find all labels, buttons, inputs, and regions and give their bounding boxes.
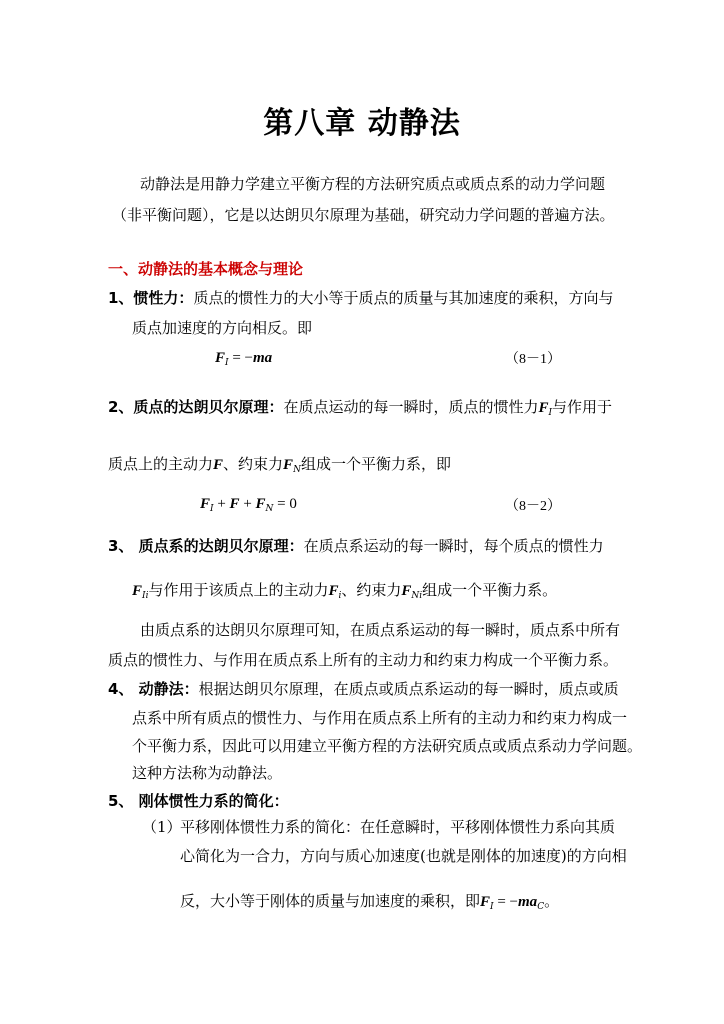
item-1-label: 1、惯性力： bbox=[108, 289, 194, 307]
item-4-line-2: 点系中所有质点的惯性力、与作用在质点系上所有的主动力和约束力构成一 bbox=[132, 709, 628, 727]
inline-subscript: i bbox=[338, 591, 342, 601]
inline-subscript: N bbox=[293, 465, 301, 475]
eq-symbol: F bbox=[200, 496, 211, 512]
eq-operator: = 0 bbox=[273, 496, 297, 512]
item-5-sub-1-number: （1） bbox=[142, 818, 182, 836]
equation-number-8-2: （8－2） bbox=[505, 499, 561, 514]
item-5-sub-1-line-1: 平移刚体惯性力系的简化：在任意瞬时，平移刚体惯性力系向其质 bbox=[180, 818, 616, 836]
eq-term: ma bbox=[518, 894, 538, 910]
item-4-line-1 bbox=[108, 678, 619, 699]
inline-symbol: F bbox=[213, 457, 224, 473]
equation-8-1 bbox=[215, 347, 272, 368]
item-3-text-b: 、约束力 bbox=[341, 581, 402, 599]
item-3-para-1: 由质点系的达朗贝尔原理可知，在质点系运动的每一瞬时，质点系中所有 bbox=[140, 621, 621, 639]
inline-symbol: F bbox=[328, 583, 339, 599]
eq-symbol: F bbox=[215, 350, 226, 366]
inline-symbol: F bbox=[401, 583, 412, 599]
inline-symbol: F bbox=[538, 400, 549, 416]
item-5-sub-1-line-2: 心简化为一合力，方向与质心加速度(也就是刚体的加速度)的方向相 bbox=[180, 847, 627, 865]
item-2-text-end: 与作用于 bbox=[552, 398, 613, 416]
item-2-line-2 bbox=[108, 453, 451, 475]
eq-operator: + bbox=[213, 496, 230, 512]
eq-operator: = − bbox=[228, 350, 253, 366]
item-5-label: 5、 刚体惯性力系的简化： bbox=[108, 792, 289, 810]
item-4-line-4: 这种方法称为动静法。 bbox=[132, 764, 283, 782]
intro-line-2: （非平衡问题），它是以达朗贝尔原理为基础，研究动力学问题的普遍方法。 bbox=[112, 206, 615, 224]
item-4-text: 根据达朗贝尔原理，在质点或质点系运动的每一瞬时，质点或质 bbox=[198, 680, 619, 698]
item-2-text: 在质点运动的每一瞬时，质点的惯性力 bbox=[283, 398, 539, 416]
equation-8-2 bbox=[200, 493, 297, 514]
eq-operator: + bbox=[239, 496, 256, 512]
eq-subscript: I bbox=[210, 504, 214, 514]
item-1-text: 质点的惯性力的大小等于质点的质量与其加速度的乘积，方向与 bbox=[193, 289, 614, 307]
item-1-line-2: 质点加速度的方向相反。即 bbox=[132, 319, 313, 337]
item-3-line-2 bbox=[132, 579, 557, 601]
eq-term: ma bbox=[253, 350, 273, 366]
eq-symbol: F bbox=[480, 894, 491, 910]
eq-end-punctuation: 。 bbox=[544, 892, 560, 910]
page-title: 第八章 动静法 bbox=[263, 106, 461, 141]
eq-subscript: N bbox=[265, 504, 274, 514]
item-2-label: 2、质点的达朗贝尔原理： bbox=[108, 398, 284, 416]
section-heading: 一、动静法的基本概念与理论 bbox=[108, 260, 304, 278]
item-5-sub-1-line-3 bbox=[180, 890, 559, 912]
inline-symbol: F bbox=[283, 457, 294, 473]
item-3-text-a: 与作用于该质点上的主动力 bbox=[148, 581, 329, 599]
item-5-text: 反，大小等于刚体的质量与加速度的乘积，即 bbox=[180, 892, 481, 910]
item-2-line-1 bbox=[108, 396, 612, 418]
inline-subscript: Ii bbox=[142, 591, 149, 601]
item-2-text-a: 质点上的主动力 bbox=[108, 455, 214, 473]
intro-line-1: 动静法是用静力学建立平衡方程的方法研究质点或质点系的动力学问题 bbox=[140, 175, 606, 193]
item-4-line-3: 个平衡力系，因此可以用建立平衡方程的方法研究质点或质点系动力学问题。 bbox=[132, 737, 643, 755]
eq-subscript: C bbox=[537, 902, 545, 912]
equation-number-8-1: （8－1） bbox=[505, 352, 561, 367]
inline-symbol: F bbox=[132, 583, 143, 599]
item-1-line-1 bbox=[108, 287, 613, 308]
item-3-label: 3、 质点系的达朗贝尔原理： bbox=[108, 537, 304, 555]
eq-symbol: F bbox=[229, 496, 240, 512]
inline-subscript: I bbox=[548, 408, 553, 418]
item-3-para-2: 质点的惯性力、与作用在质点系上所有的主动力和约束力构成一个平衡力系。 bbox=[108, 651, 619, 669]
item-4-label: 4、 动静法： bbox=[108, 680, 199, 698]
item-3-text-c: 组成一个平衡力系。 bbox=[422, 581, 558, 599]
item-3-line-1 bbox=[108, 535, 604, 556]
eq-subscript: I bbox=[490, 902, 494, 912]
inline-subscript: Ni bbox=[411, 591, 423, 601]
eq-subscript: I bbox=[225, 358, 229, 368]
eq-operator: = − bbox=[493, 894, 519, 910]
item-3-text: 在质点系运动的每一瞬时，每个质点的惯性力 bbox=[303, 537, 604, 555]
item-2-text-b: 、约束力 bbox=[223, 455, 284, 473]
eq-symbol: F bbox=[255, 496, 266, 512]
item-2-text-c: 组成一个平衡力系，即 bbox=[300, 455, 451, 473]
